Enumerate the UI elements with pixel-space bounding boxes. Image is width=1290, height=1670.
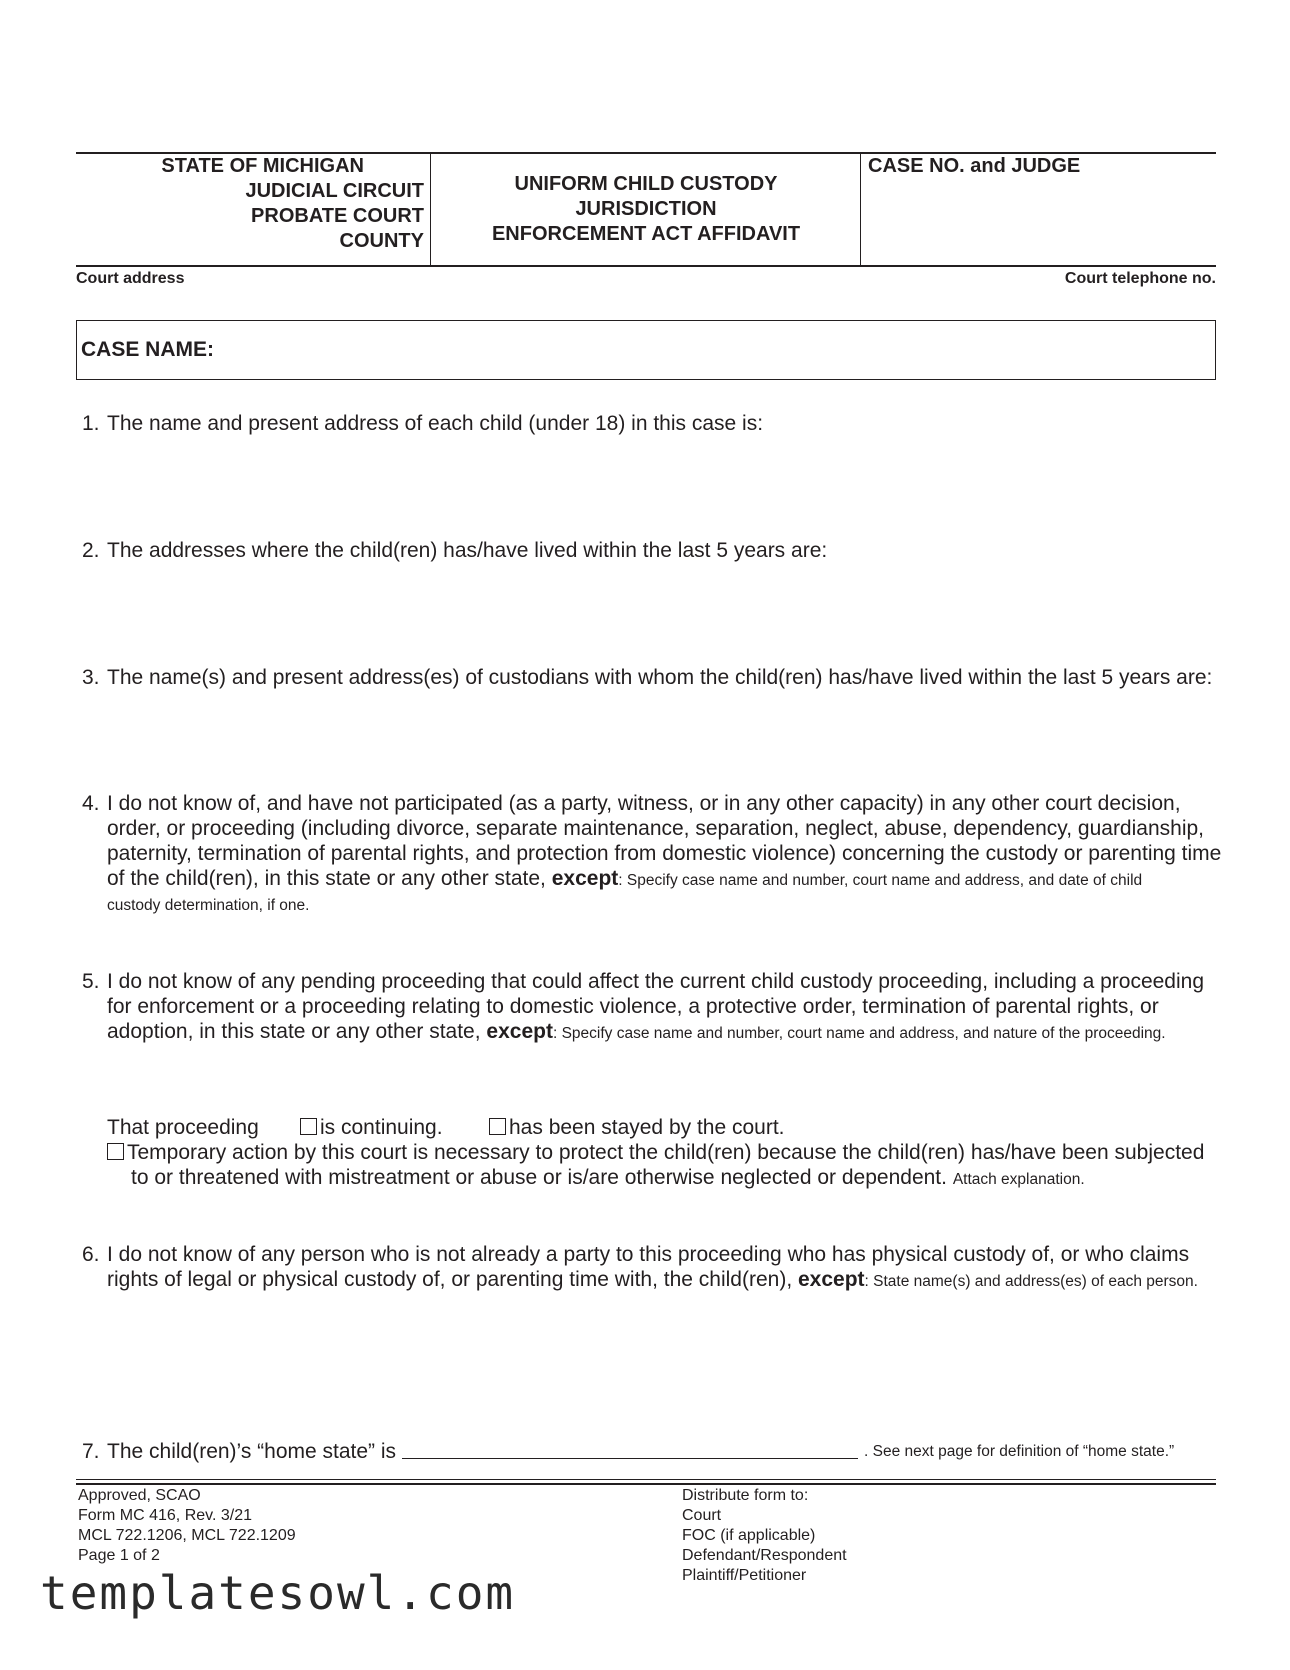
item-1-text: The name and present address of each child (under 18) in this case is: [107, 412, 764, 435]
temporary-action-checkbox[interactable] [107, 1143, 124, 1160]
probate-court-line: PROBATE COURT [251, 205, 424, 227]
item-5-line-3-text: adoption, in this state or any other state, [107, 1020, 487, 1043]
stayed-label: has been stayed by the court. [509, 1116, 785, 1139]
footer-approved: Approved, SCAO [78, 1487, 201, 1504]
footer-left [78, 1486, 296, 1566]
case-name-box[interactable] [76, 320, 1216, 380]
form-title-line-1: UNIFORM CHILD CUSTODY [514, 173, 778, 195]
stayed-checkbox[interactable] [489, 1118, 506, 1135]
item-4-line-2: order, or proceeding (including divorce, separate maintenance, separation, neglect, abuse, dependency, guardianship, [107, 817, 1204, 840]
item-3-number: 3. [82, 666, 100, 689]
form-title-line-2: JURISDICTION [575, 198, 717, 220]
temporary-action-line-2 [107, 1165, 1222, 1192]
court-address-label: Court address [76, 270, 185, 287]
continuing-label: is continuing. [320, 1116, 443, 1139]
item-4-line-3: paternity, termination of parental rights, and protection from domestic violence) concerning the custody or parenting time [107, 842, 1222, 865]
item-3-text: The name(s) and present address(es) of custodians with whom the child(ren) has/have lived within the last 5 years are: [107, 666, 1213, 689]
home-state-field[interactable] [402, 1458, 858, 1459]
temporary-action-text-2: to or threatened with mistreatment or abuse or is/are otherwise neglected or dependent. [131, 1166, 947, 1189]
item-6-line-2-text: rights of legal or physical custody of, or parenting time with, the child(ren), [107, 1268, 798, 1291]
temporary-action-line-1 [107, 1140, 1222, 1165]
footer-dist-plaintiff: Plaintiff/Petitioner [682, 1567, 807, 1584]
footer-mcl: MCL 722.1206, MCL 722.1209 [78, 1527, 296, 1544]
item-5-instruction: : Specify case name and number, court name and address, and nature of the proceeding. [552, 1025, 1166, 1042]
form-title-line-3: ENFORCEMENT ACT AFFIDAVIT [491, 223, 801, 245]
continuing-checkbox[interactable] [300, 1118, 317, 1135]
item-1 [82, 411, 763, 436]
item-5-line-1: I do not know of any pending proceeding that could affect the current child custody proceeding, including a proceeding [107, 970, 1205, 993]
item-2-text: The addresses where the child(ren) has/have lived within the last 5 years are: [107, 539, 828, 562]
footer-rule-2 [76, 1483, 1216, 1485]
footer-dist-foc: FOC (if applicable) [682, 1527, 816, 1544]
stayed-option[interactable] [489, 1115, 785, 1140]
item-6-line-1: I do not know of any person who is not already a party to this proceeding who has physical custody of, or who claims [107, 1243, 1190, 1266]
footer-dist-court: Court [682, 1507, 722, 1524]
temporary-action-instruction: Attach explanation. [952, 1171, 1085, 1188]
footer-distribute: Distribute form to: [682, 1487, 809, 1504]
item-4-line-4-text: of the child(ren), in this state or any other state, [107, 867, 552, 890]
temporary-action-text-1: Temporary action by this court is necessary to protect the child(ren) because the child(ren) has/have been subjected [127, 1141, 1205, 1164]
item-4-except: except [551, 867, 619, 890]
item-6-line-2 [107, 1267, 1222, 1294]
item-4-number: 4. [82, 792, 100, 815]
footer-form-number: Form MC 416, Rev. 3/21 [78, 1507, 252, 1524]
item-5-number: 5. [82, 970, 100, 993]
judicial-circuit-line: JUDICIAL CIRCUIT [245, 180, 424, 202]
form-title [432, 172, 860, 247]
court-telephone-label: Court telephone no. [1064, 270, 1216, 287]
footer-page: Page 1 of 2 [78, 1547, 160, 1564]
item-5-line-2: for enforcement or a proceeding relating to domestic violence, a protective order, termination of parental rights, or [107, 995, 1159, 1018]
case-no-judge-field[interactable]: CASE NO. and JUDGE [868, 155, 1081, 177]
that-proceeding-label: That proceeding [107, 1116, 259, 1139]
court-block [76, 154, 424, 254]
item-2 [82, 538, 827, 563]
item-4-line-4 [107, 866, 1222, 893]
item-4 [82, 791, 1222, 918]
footer-right [682, 1486, 847, 1586]
item-6-except: except [798, 1268, 865, 1291]
item-5-line-3 [107, 1019, 1222, 1046]
item-7 [82, 1439, 396, 1464]
item-4-instruction-cont: custody determination, if one. [107, 897, 310, 914]
item-5-except: except [486, 1020, 553, 1043]
item-5 [82, 969, 1222, 1046]
item-6 [82, 1242, 1222, 1294]
case-name-label: CASE NAME: [81, 338, 215, 361]
item-7-number: 7. [82, 1440, 100, 1463]
item-6-number: 6. [82, 1243, 100, 1266]
that-proceeding-row [107, 1115, 259, 1140]
item-6-instruction: : State name(s) and address(es) of each person. [864, 1273, 1198, 1290]
header-divider-1 [430, 152, 431, 266]
state-line: STATE OF MICHIGAN [161, 155, 364, 177]
item-4-instruction: : Specify case name and number, court name and address, and date of child [618, 872, 1143, 889]
continuing-option[interactable] [300, 1115, 443, 1140]
county-line: COUNTY [339, 230, 424, 252]
header-bottom-rule [76, 265, 1216, 267]
item-4-line-1: I do not know of, and have not participated (as a party, witness, or in any other capacity) in any other court decision, [107, 792, 1181, 815]
footer-rule-1 [76, 1479, 1216, 1480]
item-7-instruction: . See next page for definition of “home state.” [864, 1443, 1175, 1460]
header-divider-2 [860, 152, 861, 266]
item-1-number: 1. [82, 412, 100, 435]
item-7-text: The child(ren)’s “home state” is [107, 1440, 397, 1463]
watermark: templatesowl.com [40, 1566, 516, 1620]
item-2-number: 2. [82, 539, 100, 562]
item-3 [82, 665, 1212, 690]
temporary-action-option[interactable] [107, 1140, 1222, 1192]
footer-dist-defendant: Defendant/Respondent [682, 1547, 847, 1564]
